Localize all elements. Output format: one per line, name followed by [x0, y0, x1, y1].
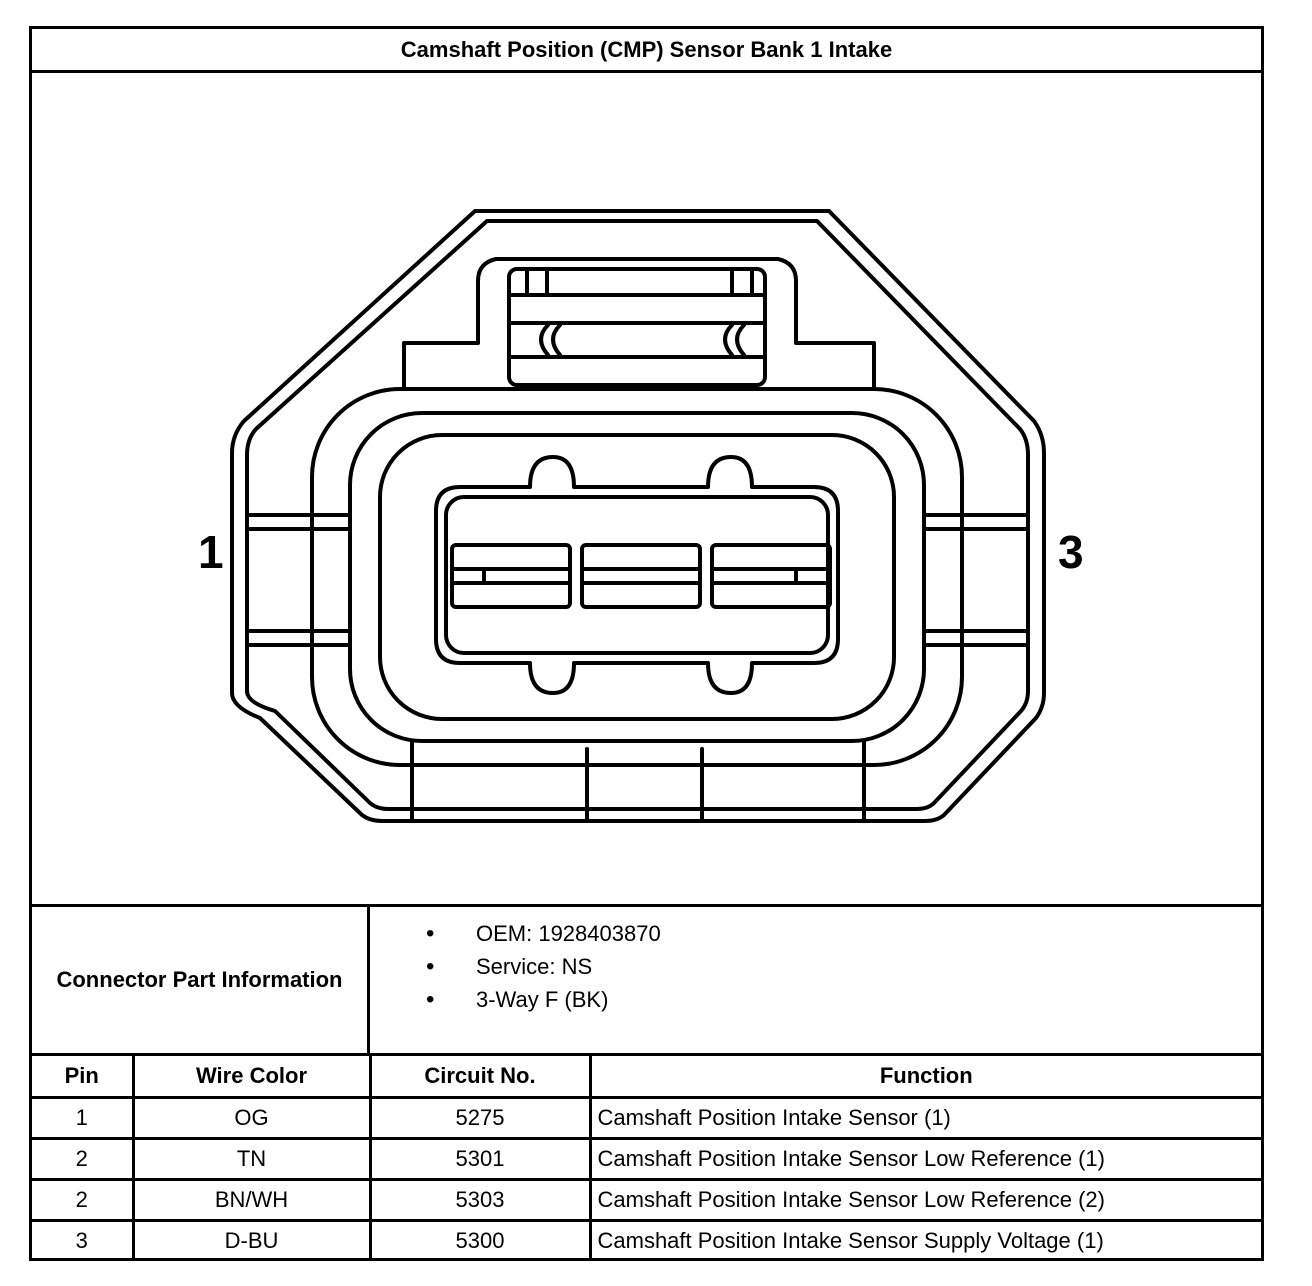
seal-inner: [380, 435, 894, 719]
cell-circuit-no: 5301: [370, 1138, 590, 1179]
cell-function: Camshaft Position Intake Sensor (1): [590, 1097, 1261, 1138]
cell-wire-color: D-BU: [133, 1220, 370, 1261]
cell-circuit-no: 5303: [370, 1179, 590, 1220]
table-row: [32, 1179, 1261, 1220]
header-function: Function: [590, 1056, 1261, 1097]
header-wire-color: Wire Color: [133, 1056, 370, 1097]
connector-info-service: • Service: NS: [370, 950, 661, 983]
connector-info-oem: • OEM: 1928403870: [370, 917, 661, 950]
header-pin: Pin: [32, 1056, 133, 1097]
connector-part-information-label: Connector Part Information: [32, 907, 370, 1053]
cell-wire-color: BN/WH: [133, 1179, 370, 1220]
connector-face-drawing: [32, 73, 1261, 907]
terminal-cavity: [436, 457, 838, 693]
connector-sheet: [29, 26, 1264, 1261]
table-row: [32, 1220, 1261, 1261]
cell-function: Camshaft Position Intake Sensor Low Reference (1): [590, 1138, 1261, 1179]
connector-info-type: • 3-Way F (BK): [370, 983, 661, 1016]
pin-table-header: [32, 1056, 1261, 1097]
connector-part-information: [32, 907, 1261, 1056]
cell-function: Camshaft Position Intake Sensor Supply Voltage (1): [597, 1228, 1104, 1254]
cell-pin: 1: [32, 1097, 133, 1138]
table-row: [32, 1097, 1261, 1138]
terminal-pin-1: [452, 545, 570, 607]
table-row: [32, 1138, 1261, 1179]
connector-info-list: [370, 917, 661, 1016]
cell-pin: 3: [32, 1220, 133, 1261]
pin-1-label: 1: [198, 526, 224, 578]
terminal-pin-2: [582, 545, 700, 607]
cell-function: Camshaft Position Intake Sensor Low Reference (2): [590, 1179, 1261, 1220]
pin-3-label: 3: [1058, 526, 1084, 578]
terminal-pin-3: [712, 545, 830, 607]
sheet-title: Camshaft Position (CMP) Sensor Bank 1 Intake: [32, 29, 1261, 73]
cell-wire-color: OG: [133, 1097, 370, 1138]
cell-wire-color: TN: [133, 1138, 370, 1179]
pin-table: [32, 1056, 1261, 1261]
cell-circuit-no: 5275: [370, 1097, 590, 1138]
latch-clip-right: [725, 325, 744, 355]
cell-pin: 2: [32, 1179, 133, 1220]
header-circuit-no: Circuit No.: [370, 1056, 590, 1097]
cell-pin: 2: [32, 1138, 133, 1179]
cell-circuit-no: 5300: [370, 1220, 590, 1261]
connector-diagram: [32, 73, 1261, 907]
terminal-cavity-inner: [446, 497, 828, 653]
latch-clip-left: [541, 325, 560, 355]
